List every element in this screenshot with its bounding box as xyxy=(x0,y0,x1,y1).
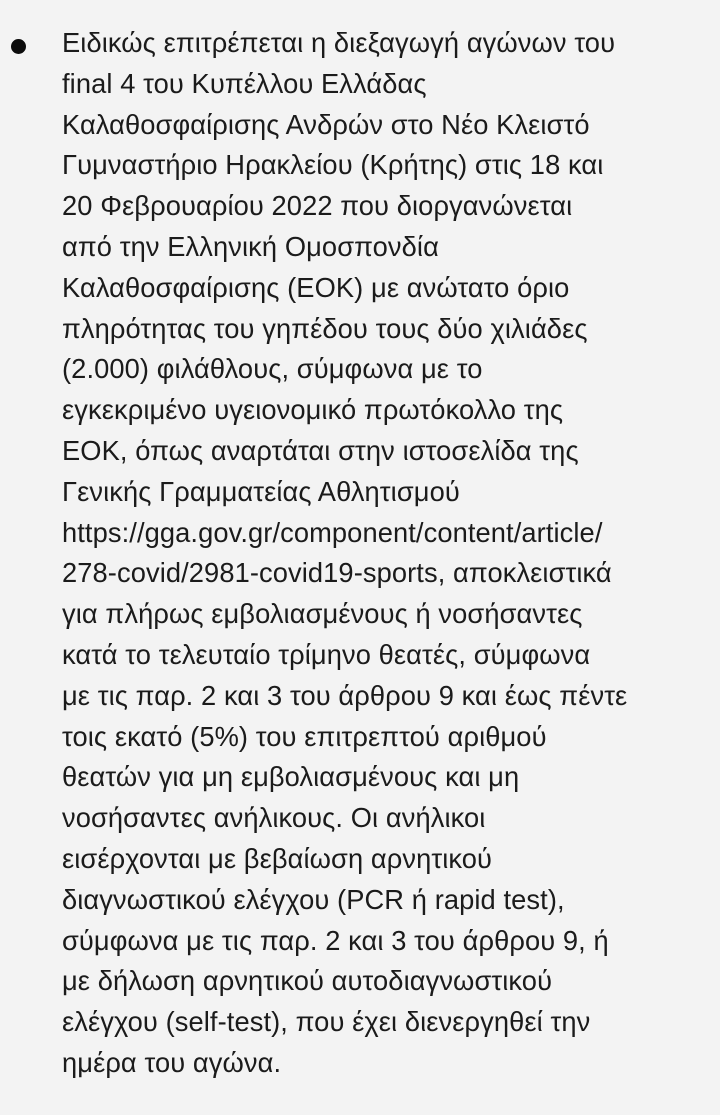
text-line: 20 Φεβρουαρίου 2022 που διοργανώνεται xyxy=(62,190,573,222)
paragraph-text xyxy=(62,23,717,1084)
text-line: (2.000) φιλάθλους, σύμφωνα με το xyxy=(62,353,483,385)
text-line: Γυμναστήριο Ηρακλείου (Κρήτης) στις 18 και xyxy=(62,149,604,181)
text-line: σύμφωνα με τις παρ. 2 και 3 του άρθρου 9, ή xyxy=(62,924,609,956)
text-line: Καλαθοσφαίρισης Ανδρών στο Νέο Κλειστό xyxy=(62,108,590,140)
text-line: ΕΟΚ, όπως αναρτάται στην ιστοσελίδα της xyxy=(62,434,579,466)
text-line: πληρότητας του γηπέδου τους δύο χιλιάδες xyxy=(62,312,588,344)
text-line: ημέρα του αγώνα. xyxy=(62,1046,282,1078)
text-line: για πλήρως εμβολιασμένους ή νοσήσαντες xyxy=(62,598,583,630)
text-line: από την Ελληνική Ομοσπονδία xyxy=(62,230,439,262)
text-line: με τις παρ. 2 και 3 του άρθρου 9 και έως πέντε xyxy=(62,679,628,711)
text-line: με δήλωση αρνητικού αυτοδιαγνωστικού xyxy=(62,965,553,997)
text-line: Ειδικώς επιτρέπεται η διεξαγωγή αγώνων του xyxy=(62,27,616,58)
text-line: θεατών για μη εμβολιασμένους και μη xyxy=(62,761,520,793)
text-line: τοις εκατό (5%) του επιτρεπτού αριθμού xyxy=(62,720,547,752)
text-line: κατά το τελευταίο τρίμηνο θεατές, σύμφωνα xyxy=(62,638,591,670)
text-line: εγκεκριμένο υγειονομικό πρωτόκολλο της xyxy=(62,394,564,426)
text-line: νοσήσαντες ανήλικους. Οι ανήλικοι xyxy=(62,802,486,834)
bullet-icon xyxy=(11,39,26,54)
text-line: Γενικής Γραμματείας Αθλητισμού xyxy=(62,475,460,507)
text-line: διαγνωστικού ελέγχου (PCR ή rapid test), xyxy=(62,883,565,915)
text-line: Καλαθοσφαίρισης (ΕΟΚ) με ανώτατο όριο xyxy=(62,271,570,303)
url-line: 278-covid/2981-covid19-sports, αποκλειστικά xyxy=(62,557,612,589)
text-line: εισέρχονται με βεβαίωση αρνητικού xyxy=(62,842,493,874)
text-line: ελέγχου (self-test), που έχει διενεργηθεί την xyxy=(62,1006,591,1038)
url-line: https://gga.gov.gr/component/content/article/ xyxy=(62,516,603,548)
text-line: final 4 του Κυπέλλου Ελλάδας xyxy=(62,67,427,99)
